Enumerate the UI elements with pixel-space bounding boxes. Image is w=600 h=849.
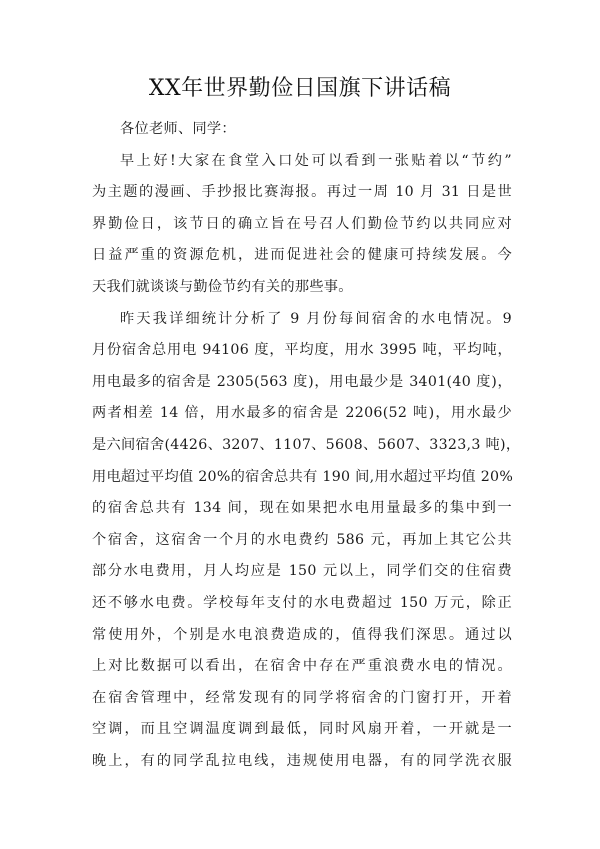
text-line: 在宿舍管理中，经常发现有的同学将宿舍的门窗打开，开着 — [92, 689, 512, 706]
text-line: 空调，而且空调温度调到最低，同时风扇开着，一开就是一 — [92, 721, 512, 738]
text-line: 两者相差 14 倍，用水最多的宿舍是 2206(52 吨)，用水最少 — [92, 405, 512, 422]
text-line: 界勤俭日，该节日的确立旨在号召人们勤俭节约以共同应对 — [92, 215, 512, 232]
text-line: 的宿舍总共有 134 间，现在如果把水电用量最多的集中到一 — [92, 500, 512, 517]
text-line: 为主题的漫画、手抄报比赛海报。再过一周 10 月 31 日是世 — [92, 184, 512, 201]
text-line: 用电超过平均值 20%的宿舍总共有 190 间,用水超过平均值 20% — [92, 468, 514, 485]
text-line: 天我们就谈谈与勤俭节约有关的那些事。 — [92, 278, 353, 295]
text-line: 还不够水电费。学校每年支付的水电费超过 150 万元，除正 — [92, 594, 512, 611]
document-title: XX年世界勤俭日国旗下讲话稿 — [148, 76, 452, 101]
text-line: 是六间宿舍(4426、3207、1107、5608、5607、3323,3 吨)， — [92, 436, 521, 453]
text-line: 用电最多的宿舍是 2305(563 度)，用电最少是 3401(40 度)， — [92, 373, 512, 390]
text-line: 昨天我详细统计分析了 9 月份每间宿舍的水电情况。9 — [120, 310, 512, 327]
document-body — [92, 114, 521, 777]
text-line: 各位老师、同学： — [120, 121, 236, 137]
text-line: 月份宿舍总用电 94106 度，平均度，用水 3995 吨，平均吨， — [92, 342, 512, 359]
text-line: 上对比数据可以看出，在宿舍中存在严重浪费水电的情况。 — [92, 658, 512, 675]
text-line: 晚上，有的同学乱拉电线，违规使用电器，有的同学洗衣服 — [92, 752, 512, 769]
text-line: 日益严重的资源危机，进而促进社会的健康可持续发展。今 — [92, 247, 512, 264]
text-line: 个宿舍，这宿舍一个月的水电费约 586 元，再加上其它公共 — [92, 531, 512, 548]
text-line: 早上好!大家在食堂入口处可以看到一张贴着以“节约” — [120, 152, 512, 169]
text-line: 常使用外，个别是水电浪费造成的，值得我们深思。通过以 — [92, 626, 512, 643]
text-line: 部分水电费用，月人均应是 150 元以上，同学们交的住宿费 — [92, 563, 512, 580]
